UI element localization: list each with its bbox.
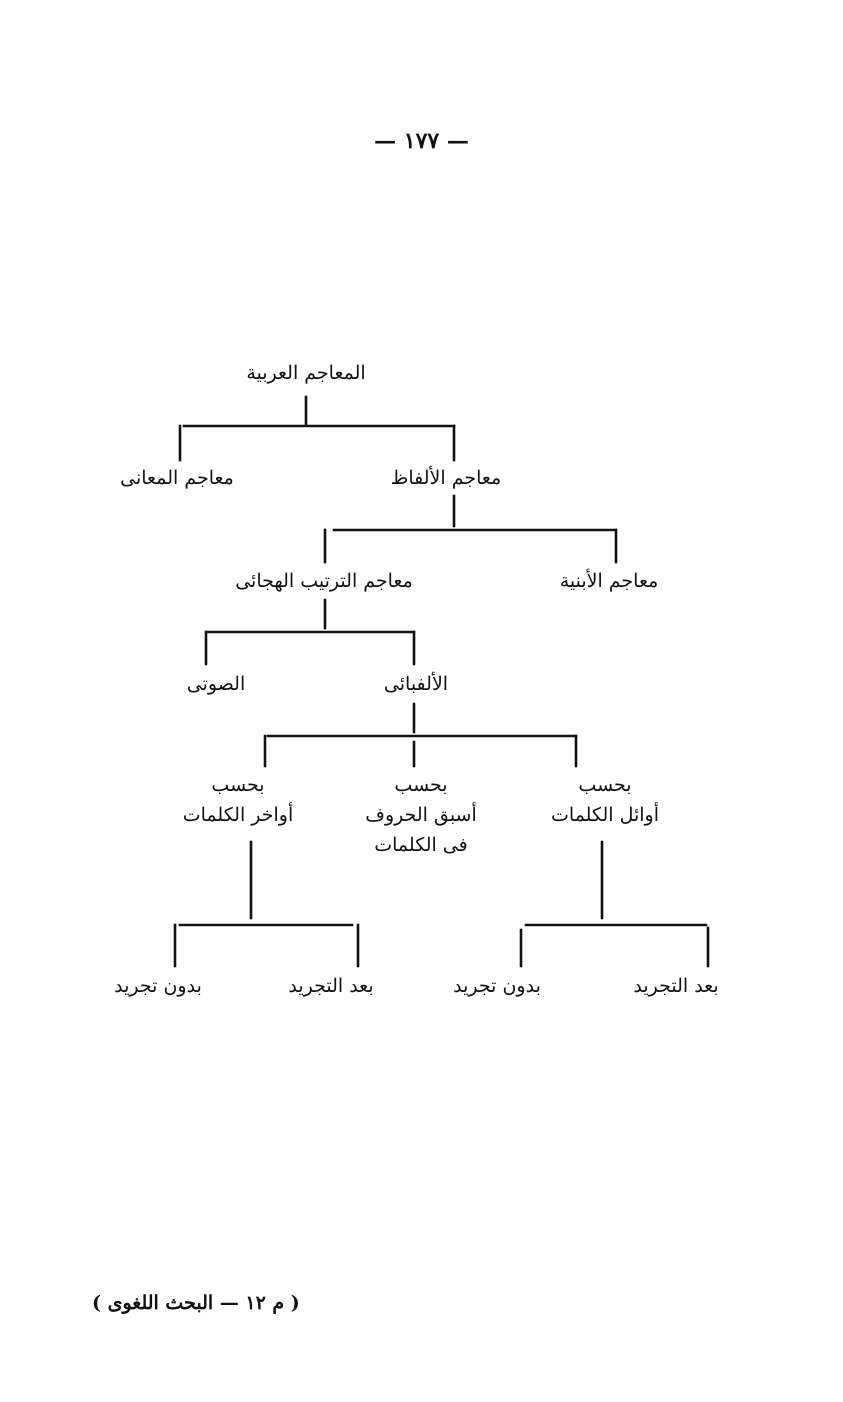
node-line: أوائل الكلمات bbox=[551, 804, 659, 826]
node-word-dictionaries: معاجم الألفاظ bbox=[390, 467, 502, 489]
node-first-without-stripping: بدون تجريد bbox=[453, 975, 541, 997]
node-line: أواخر الكلمات bbox=[182, 804, 294, 826]
node-by-first-letters bbox=[551, 770, 659, 830]
node-line: بحسب bbox=[211, 774, 265, 796]
page-number: — ١٧٧ — bbox=[374, 128, 469, 154]
node-by-last-letters bbox=[183, 770, 294, 830]
node-phonetic: الصوتى bbox=[186, 673, 246, 695]
node-by-earliest-letters bbox=[365, 770, 477, 860]
node-line: بحسب bbox=[578, 774, 632, 796]
node-meaning-dictionaries: معاجم المعانى bbox=[120, 467, 234, 489]
node-alphabetical-order-dictionaries: معاجم الترتيب الهجائى bbox=[235, 570, 413, 592]
node-first-after-stripping: بعد التجريد bbox=[633, 975, 719, 997]
node-arabic-dictionaries: المعاجم العربية bbox=[246, 362, 366, 384]
footer-signature: ( م ١٢ — البحث اللغوى ) bbox=[92, 1292, 300, 1314]
node-line: فى الكلمات bbox=[374, 834, 468, 856]
node-line: أسبق الحروف bbox=[365, 804, 477, 826]
node-alphabetic: الألفبائى bbox=[383, 673, 449, 695]
node-last-without-stripping: بدون تجريد bbox=[114, 975, 202, 997]
node-line: بحسب bbox=[394, 774, 448, 796]
node-morphological-dictionaries: معاجم الأبنية bbox=[559, 570, 659, 592]
node-last-after-stripping: بعد التجريد bbox=[288, 975, 374, 997]
